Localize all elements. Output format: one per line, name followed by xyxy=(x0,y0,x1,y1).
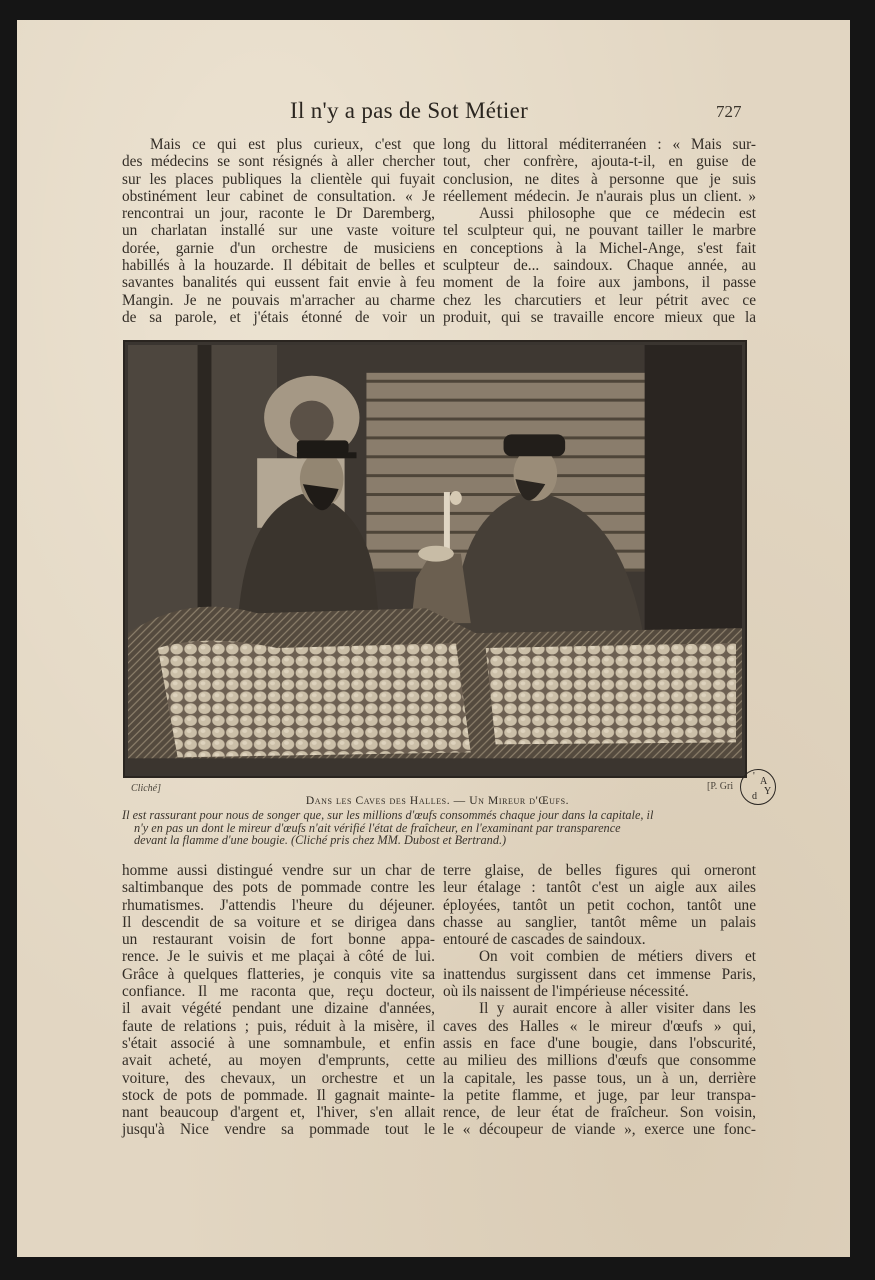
text-line: homme aussi distingué vendre sur un char de xyxy=(122,862,435,879)
text-line: voiture, des chevaux, un orchestre et un xyxy=(122,1069,435,1087)
text-line: la capitale, les passe tous, un à un, derrière xyxy=(443,1069,756,1087)
text-line: assis en face d'une bougie, dans l'obscurité, xyxy=(443,1034,756,1052)
running-title: Il n'y a pas de Sot Métier xyxy=(290,98,529,123)
text-line: produit, qui se travaille encore mieux que la xyxy=(443,308,756,326)
text-line: Grâce à quelques flatteries, je conquis vite sa xyxy=(122,965,435,983)
text-line: réellement médecin. Je n'aurais plus un client. » xyxy=(443,187,756,205)
text-line: des médecins se sont résignés à aller chercher xyxy=(122,153,435,171)
text-line: rhumatismes. J'attendis l'heure du déjeuner. xyxy=(122,896,435,914)
figure-caption-title: Dans les Caves des Halles. — Un Mireur d'Œufs. xyxy=(305,795,570,807)
text-line: caves des Halles « le mireur d'œufs » qui, xyxy=(443,1017,756,1035)
text-line: saltimbanque des pots de pommade contre les xyxy=(122,879,435,897)
photo-credit-left: Cliché] xyxy=(131,783,161,794)
text-line: jusqu'à Nice vendre sa pommade tout le xyxy=(122,1121,435,1139)
figure-caption xyxy=(122,809,758,847)
text-line: rencontrai un jour, raconte le Dr Daremberg, xyxy=(122,205,435,223)
text-line: tel sculpteur qui, ne pouvant tailler le marbre xyxy=(443,222,756,240)
column-top-left xyxy=(122,136,435,326)
photo-credit-right: [P. Gri xyxy=(707,781,734,792)
text-line: où ils naissent de l'impérieuse nécessité. xyxy=(443,983,689,1001)
text-line: un charlatan installé sur une vaste voiture xyxy=(122,222,435,240)
text-line: terre glaise, de belles figures qui orneront xyxy=(443,862,756,879)
text-line: la petite flamme, et juge, par leur transpa- xyxy=(443,1086,756,1104)
text-line: entouré de cascades de saindoux. xyxy=(443,931,646,949)
text-line: nant beaucoup d'argent et, l'hiver, s'en allait xyxy=(122,1104,435,1122)
text-line: stock de pots de pommade. Il gagnait mainte- xyxy=(122,1086,435,1104)
text-line: Aussi philosophe que ce médecin est xyxy=(479,205,756,223)
text-line: s'était associé à une somnambule, et enfin xyxy=(122,1034,435,1052)
text-line: Il y aurait encore à aller visiter dans les xyxy=(479,1000,756,1018)
column-top-right xyxy=(443,136,756,326)
text-line: de sa parole, et j'étais étonné de voir un xyxy=(122,308,435,326)
text-line: Mangin. Je ne pouvais m'arracher au charme xyxy=(122,291,435,309)
text-line: Mais ce qui est plus curieux, c'est que xyxy=(150,136,435,153)
text-line: conclusion, ne dites à personne que je suis xyxy=(443,170,756,188)
column-bottom-right xyxy=(443,862,756,1139)
text-line: sur les places publiques la clientèle qui fuyait xyxy=(122,170,435,188)
text-line: moment de la foire aux jambons, il passe xyxy=(443,274,756,292)
text-line: rence. Je le suivis et me plaçai à côté de lui. xyxy=(122,948,435,966)
text-line: On voit combien de métiers divers et xyxy=(479,948,756,966)
text-line: long du littoral méditerranéen : « Mais sur- xyxy=(443,136,756,153)
text-line: au milieu des millions d'œufs que consomme xyxy=(443,1052,756,1070)
halftone-photo xyxy=(128,345,742,774)
column-bottom-left xyxy=(122,862,435,1139)
stamp-letter: ' xyxy=(753,771,755,782)
running-head xyxy=(0,98,875,130)
text-line: rence, de leur état de fraîcheur. Son voisin, xyxy=(443,1104,756,1122)
caption-line: n'y en pas un dont le mireur d'œufs n'ait vérifié l'état de fraîcheur, en l'examinant par transparence xyxy=(134,820,621,835)
text-line: un restaurant voisin de fort bonne appa- xyxy=(122,931,435,949)
text-line: inattendus surgissent dans cet immense Paris, xyxy=(443,965,756,983)
text-line: il avait végété pendant une dizaine d'années, xyxy=(122,1000,435,1018)
text-line: sculpteur de... saindoux. Chaque année, au xyxy=(443,257,756,275)
text-line: Il descendit de sa voiture et se dirigea dans xyxy=(122,913,435,931)
text-line: chasse au sanglier, tantôt même un palais xyxy=(443,913,756,931)
text-line: avait acheté, au moyen d'emprunts, cette xyxy=(122,1052,435,1070)
caption-line: devant la flamme d'une bougie. (Cliché pris chez MM. Dubost et Bertrand.) xyxy=(134,833,507,848)
text-line: habillés à la houzarde. Il débitait de belles et xyxy=(122,257,435,275)
caption-line: Il est rassurant pour nous de songer que, sur les millions d'œufs consommés chaque jour dans la capitale, il xyxy=(122,808,654,822)
text-line: dorée, garnie d'un orchestre de musiciens xyxy=(122,239,435,257)
text-line: en conceptions à la Michel-Ange, s'est fait xyxy=(443,239,756,257)
text-line: confiance. Il me raconta que, reçu docteur, xyxy=(122,983,435,1001)
stamp-letter: Y xyxy=(764,786,772,797)
photo-figure xyxy=(123,340,747,778)
text-line: faute de relations ; puis, réduit à la misère, il xyxy=(122,1017,435,1035)
page-number: 727 xyxy=(716,102,742,121)
text-line: leur étalage : tantôt c'est un aigle aux ailes xyxy=(443,879,756,897)
text-line: éployées, tantôt un petit cochon, tantôt une xyxy=(443,896,756,914)
text-line: tout, cher confrère, ajouta-t-il, en guise de xyxy=(443,153,756,171)
stamp-letter: A xyxy=(760,776,768,787)
text-line: chez les charcutiers et leur pétrit avec ce xyxy=(443,291,756,309)
text-line: obstinément leur cabinet de consultation. « Je xyxy=(122,187,435,205)
text-line: savantes banalités qui eussent fait envie à feu xyxy=(122,274,435,292)
stamp-letter: d xyxy=(752,791,757,802)
text-line: le « découpeur de viande », exerce une fonc- xyxy=(443,1121,756,1139)
